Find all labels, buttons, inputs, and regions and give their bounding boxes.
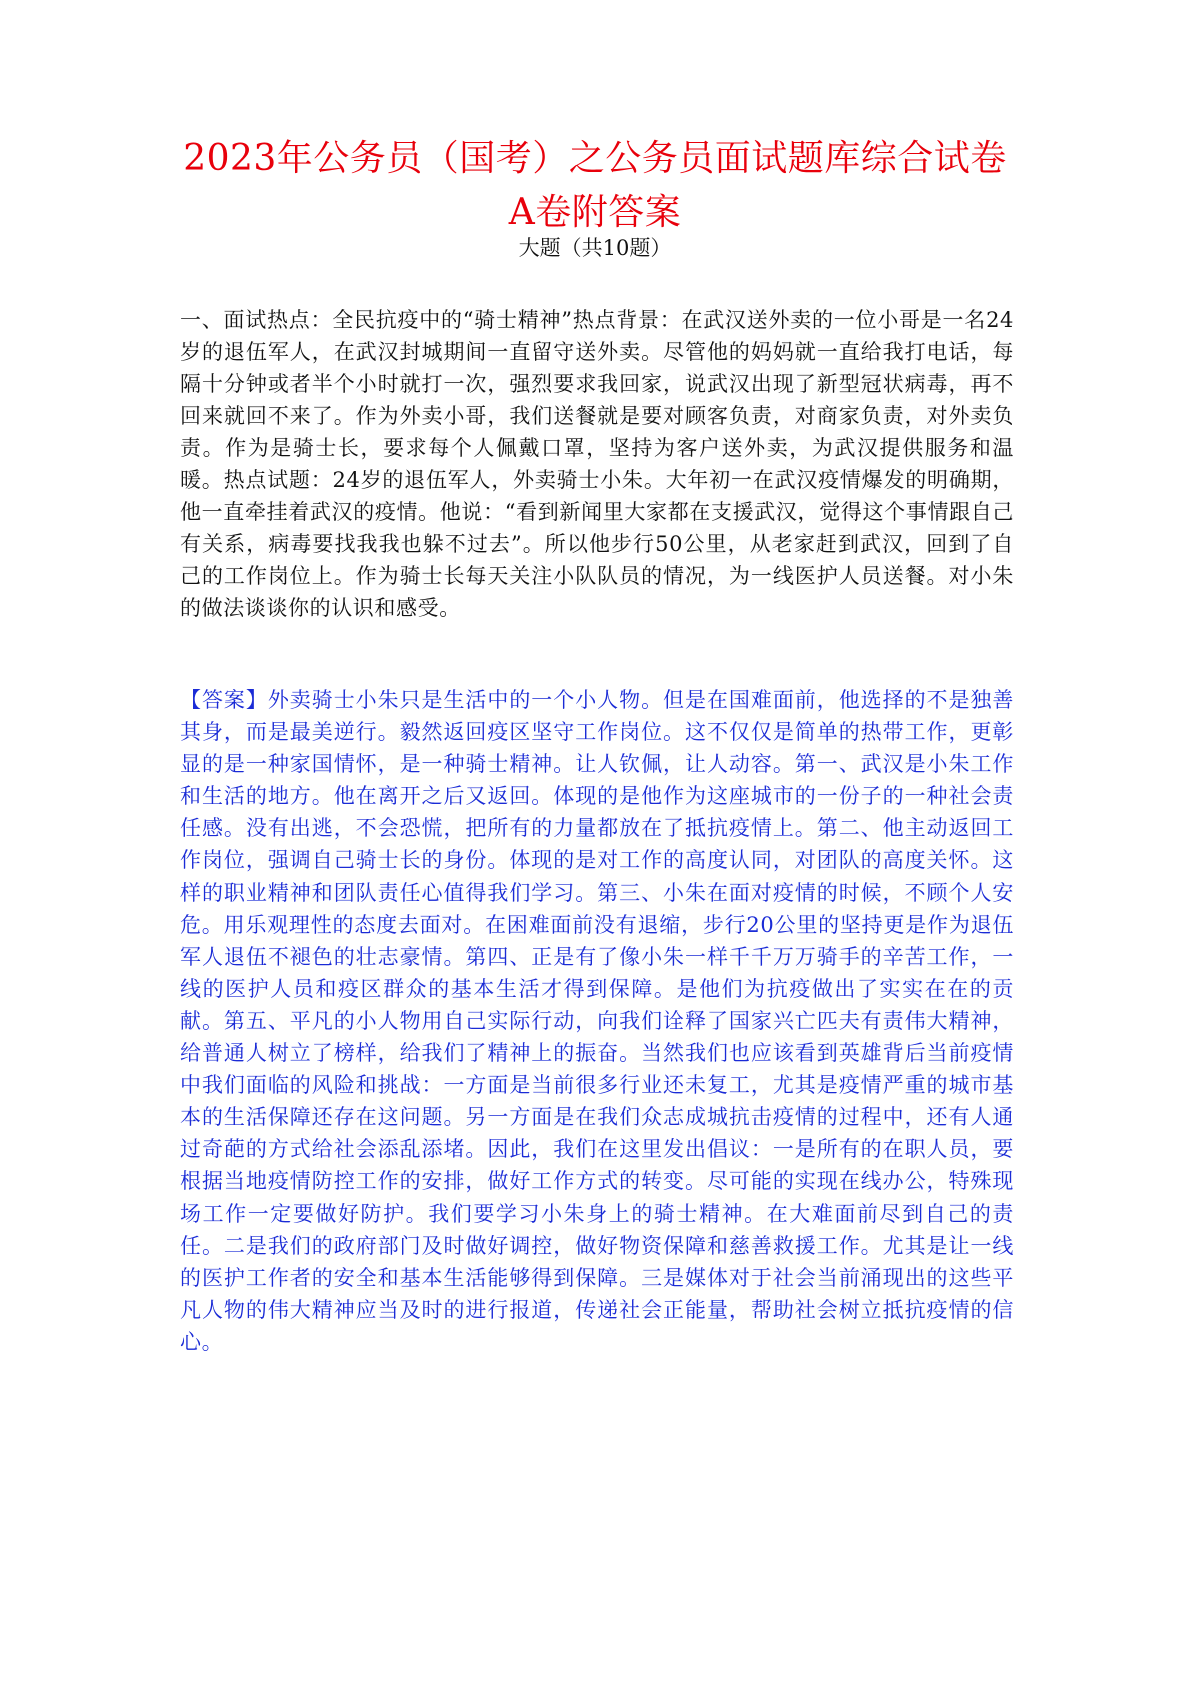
question-text: 一、面试热点：全民抗疫中的“骑士精神”热点背景：在武汉送外卖的一位小哥是一名24岁的退伍军人，在武汉封城期间一直留守送外卖。尽管他的妈妈就一直给我打电话，每隔十分钟或者半个小时就打一次，强烈要求我回家，说武汉出现了新型冠状病毒，再不回来就回不来了。作为外卖小哥，我们送餐就是要对顾客负责，对商家负责，对外卖负责。作为是骑士长，要求每个人佩戴口罩，坚持为客户送外卖，为武汉提供服务和温暖。热点试题：24岁的退伍军人，外卖骑士小朱。大年初一在武汉疫情爆发的明确期，他一直牵挂着武汉的疫情。他说：“看到新闻里大家都在支援武汉，觉得这个事情跟自己有关系，病毒要找我我也躲不过去”。所以他步行50公里，从老家赶到武汉，回到了自己的工作岗位上。作为骑士长每天关注小队队员的情况，为一线医护人员送餐。对小朱的做法谈谈你的认识和感受。 <box>180 308 1014 620</box>
section-heading: 大题（共10题） <box>518 236 672 260</box>
document-title: 2023年公务员（国考）之公务员面试题库综合试卷A卷附答案 <box>183 138 1007 233</box>
answer-text: 【答案】外卖骑士小朱只是生活中的一个小人物。但是在国难面前，他选择的不是独善其身，而是最美逆行。毅然返回疫区坚守工作岗位。这不仅仅是简单的热带工作，更彰显的是一种家国情怀，是一种骑士精神。让人钦佩，让人动容。第一、武汉是小朱工作和生活的地方。他在离开之后又返回。体现的是他作为这座城市的一份子的一种社会责任感。没有出逃，不会恐慌，把所有的力量都放在了抵抗疫情上。第二、他主动返回工作岗位，强调自己骑士长的身份。体现的是对工作的高度认同，对团队的高度关怀。这样的职业精神和团队责任心值得我们学习。第三、小朱在面对疫情的时候，不顾个人安危。用乐观理性的态度去面对。在困难面前没有退缩，步行20公里的坚持更是作为退伍军人退伍不褪色的壮志豪情。第四、正是有了像小朱一样千千万万骑手的辛苦工作，一线的医护人员和疫区群众的基本生活才得到保障。是他们为抗疫做出了实实在在的贡献。第五、平凡的小人物用自己实际行动，向我们诠释了国家兴亡匹夫有责伟大精神，给普通人树立了榜样，给我们了精神上的振奋。当然我们也应该看到英雄背后当前疫情中我们面临的风险和挑战：一方面是当前很多行业还未复工，尤其是疫情严重的城市基本的生活保障还存在这问题。另一方面是在我们众志成城抗击疫情的过程中，还有人通过奇葩的方式给社会添乱添堵。因此，我们在这里发出倡议：一是所有的在职人员，要根据当地疫情防控工作的安排，做好工作方式的转变。尽可能的实现在线办公，特殊现场工作一定要做好防护。我们要学习小朱身上的骑士精神。在大难面前尽到自己的责任。二是我们的政府部门及时做好调控，做好物资保障和慈善救援工作。尤其是让一线的医护工作者的安全和基本生活能够得到保障。三是媒体对于社会当前涌现出的这些平凡人物的伟大精神应当及时的进行报道，传递社会正能量，帮助社会树立抵抗疫情的信心。 <box>180 688 1014 1354</box>
